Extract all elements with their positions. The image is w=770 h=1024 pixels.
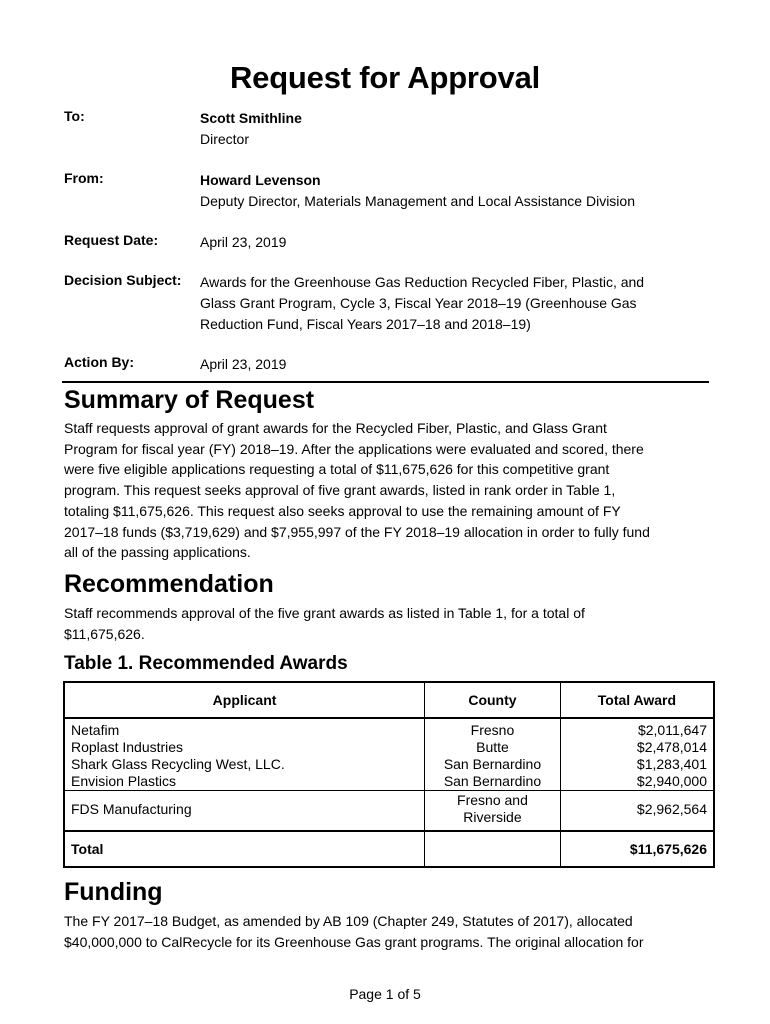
total-label: Total (64, 831, 425, 867)
table-row (64, 739, 714, 756)
award-cell: $1,283,401 (560, 756, 714, 773)
county-cell-line: Fresno and (457, 792, 528, 808)
award-cell: $2,940,000 (560, 773, 714, 791)
decision-subject-label: Decision Subject: (64, 272, 182, 288)
applicant-column-header: Applicant (64, 682, 425, 718)
to-label: To: (64, 108, 85, 124)
action-by-label: Action By: (64, 354, 134, 370)
applicant-cell: Shark Glass Recycling West, LLC. (64, 756, 425, 773)
table-total-row (64, 831, 714, 867)
county-column-header: County (425, 682, 561, 718)
decision-subject-line: Reduction Fund, Fiscal Years 2017–18 and 2018–19) (200, 316, 531, 332)
decision-subject-line: Glass Grant Program, Cycle 3, Fiscal Year 2018–19 (Greenhouse Gas (200, 295, 637, 311)
awards-table (63, 681, 715, 868)
action-by-value: April 23, 2019 (200, 356, 287, 372)
applicant-cell: Roplast Industries (64, 739, 425, 756)
table-row (64, 756, 714, 773)
summary-line: totaling $11,675,626. This request also seeks approval to use the remaining amount of FY (64, 502, 621, 519)
funding-paragraph (64, 911, 714, 952)
total-award: $11,675,626 (560, 831, 714, 867)
county-cell-line: Riverside (463, 809, 522, 825)
county-cell: San Bernardino (425, 773, 561, 791)
summary-line: Program for fiscal year (FY) 2018–19. After the applications were evaluated and scored, there (64, 440, 644, 457)
award-column-header: Total Award (560, 682, 714, 718)
funding-line: $40,000,000 to CalRecycle for its Greenhouse Gas grant programs. The original allocation for (64, 933, 644, 950)
recommendation-line: Staff recommends approval of the five grant awards as listed in Table 1, for a total of (64, 605, 585, 621)
applicant-cell: Netafim (64, 718, 425, 739)
table-row (64, 791, 714, 832)
request-date-label: Request Date: (64, 232, 159, 248)
document-title: Request for Approval (229, 60, 541, 95)
request-date-value: April 23, 2019 (200, 234, 287, 250)
county-cell: San Bernardino (425, 756, 561, 773)
summary-line: Staff requests approval of grant awards for the Recycled Fiber, Plastic, and Glass Grant (64, 420, 607, 436)
county-cell (425, 791, 561, 832)
table-row (64, 718, 714, 739)
table-caption: Table 1. Recommended Awards (64, 653, 348, 674)
summary-line: all of the passing applications. (64, 544, 251, 561)
award-cell: $2,962,564 (560, 791, 714, 832)
to-role: Director (200, 131, 250, 147)
summary-line: were five eligible applications requesting a total of $11,675,626 for this competitive grant (64, 461, 610, 478)
table-header-row (64, 682, 714, 718)
table-row (64, 773, 714, 791)
summary-line: program. This request seeks approval of five grant awards, listed in rank order in Table 1, (64, 482, 616, 499)
summary-line: 2017–18 funds ($3,719,629) and $7,955,997 of the FY 2018–19 allocation in order to fully fund (64, 523, 650, 540)
page-number: Page 1 of 5 (349, 986, 421, 1002)
summary-heading: Summary of Request (64, 386, 315, 414)
from-name: Howard Levenson (200, 172, 321, 188)
summary-paragraph (64, 418, 714, 563)
county-cell: Butte (425, 739, 561, 756)
from-role: Deputy Director, Materials Management and Local Assistance Division (200, 193, 635, 209)
to-name: Scott Smithline (200, 110, 302, 126)
award-cell: $2,478,014 (560, 739, 714, 756)
total-county-cell (425, 831, 561, 867)
funding-line: The FY 2017–18 Budget, as amended by AB 109 (Chapter 249, Statutes of 2017), allocated (64, 913, 633, 929)
funding-heading: Funding (64, 878, 163, 906)
decision-subject-line: Awards for the Greenhouse Gas Reduction Recycled Fiber, Plastic, and (200, 274, 645, 290)
from-label: From: (64, 170, 104, 186)
county-cell: Fresno (425, 718, 561, 739)
applicant-cell: FDS Manufacturing (64, 791, 425, 832)
header-divider (62, 381, 709, 383)
recommendation-heading: Recommendation (64, 570, 274, 598)
recommendation-paragraph (64, 603, 714, 644)
applicant-cell: Envision Plastics (64, 773, 425, 791)
award-cell: $2,011,647 (560, 718, 714, 739)
recommendation-line: $11,675,626. (64, 625, 145, 642)
